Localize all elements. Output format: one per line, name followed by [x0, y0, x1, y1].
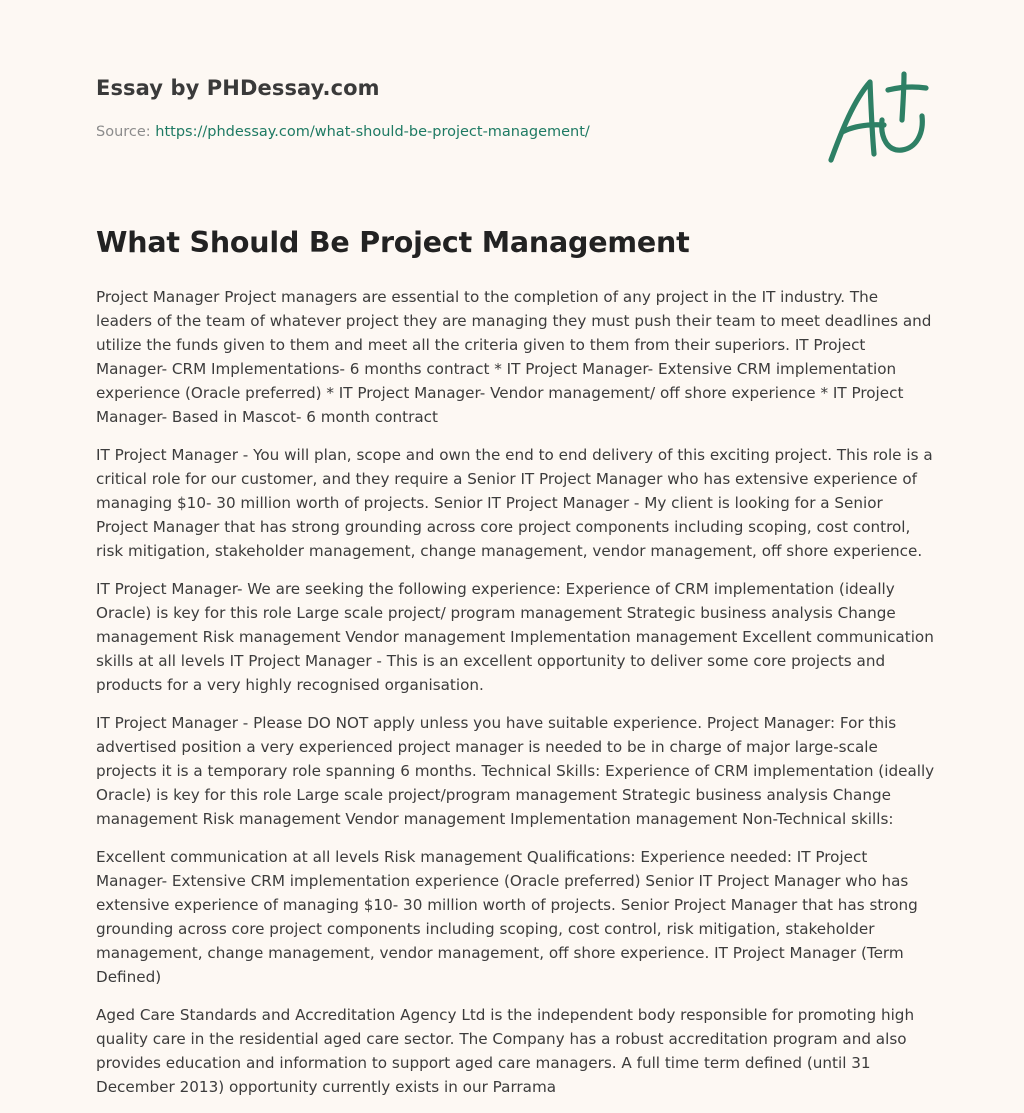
essay-paragraph: IT Project Manager- We are seeking the following experience: Experience of CRM implementation (ideally Oracle) is key for this role Large scale project/ program management Strategic business analysis Change management Risk management Vendor management Implementation management Excellent communication skills at all levels IT Project Manager - This is an excellent opportunity to deliver some core projects and products for a very highly recognised organisation.: [96, 580, 934, 694]
essay-paragraph: Project Manager Project managers are essential to the completion of any project in the IT industry. The leaders of the team of whatever project they are managing they must push their team to meet deadlines and utilize the funds given to them and meet all the criteria given to them from their superiors. IT Project Manager- CRM Implementations- 6 months contract * IT Project Manager- Extensive CRM implementation experience (Oracle preferred) * IT Project Manager- Vendor management/ off shore experience * IT Project Manager- Based in Mascot- 6 month contract: [96, 288, 932, 426]
source-link[interactable]: https://phdessay.com/what-should-be-project-management/: [155, 124, 590, 140]
source-label: Source:: [96, 124, 151, 140]
essay-paragraph: IT Project Manager - You will plan, scope and own the end to end delivery of this exciting project. This role is a critical role for our customer, and they require a Senior IT Project Manager who has extensive experience of managing $10- 30 million worth of projects. Senior IT Project Manager - My client is looking for a Senior Project Manager that has strong grounding across core project components including scoping, cost control, risk mitigation, stakeholder management, change management, vendor management, off shore experience.: [96, 446, 933, 560]
a-plus-logo-icon: [826, 68, 936, 168]
essay-body: [96, 285, 936, 1113]
essay-paragraph: IT Project Manager - Please DO NOT apply unless you have suitable experience. Project Manager: For this advertised position a very experienced project manager is needed to be in charge of major large-scale projects it is a temporary role spanning 6 months. Technical Skills: Experience of CRM implementation (ideally Oracle) is key for this role Large scale project/program management Strategic business analysis Change management Risk management Vendor management Implementation management Non-Technical skills:: [96, 714, 935, 828]
essay-paragraph: Aged Care Standards and Accreditation Agency Ltd is the independent body responsible for promoting high quality care in the residential aged care sector. The Company has a robust accreditation program and also provides education and information to support aged care managers. A full time term defined (until 31 December 2013) opportunity currently exists in our Parrama: [96, 1006, 915, 1096]
essay-title: What Should Be Project Management: [96, 226, 690, 259]
source-line: [96, 124, 590, 140]
essay-paragraph: Excellent communication at all levels Risk management Qualifications: Experience needed: IT Project Manager- Extensive CRM implementation experience (Oracle preferred) Senior IT Project Manager who has extensive experience of managing $10- 30 million worth of projects. Senior Project Manager that has strong grounding across core project components including scoping, cost control, risk mitigation, stakeholder management, change management, vendor management, off shore experience. IT Project Manager (Term Defined): [96, 848, 918, 986]
site-brand: Essay by PHDessay.com: [96, 76, 380, 100]
